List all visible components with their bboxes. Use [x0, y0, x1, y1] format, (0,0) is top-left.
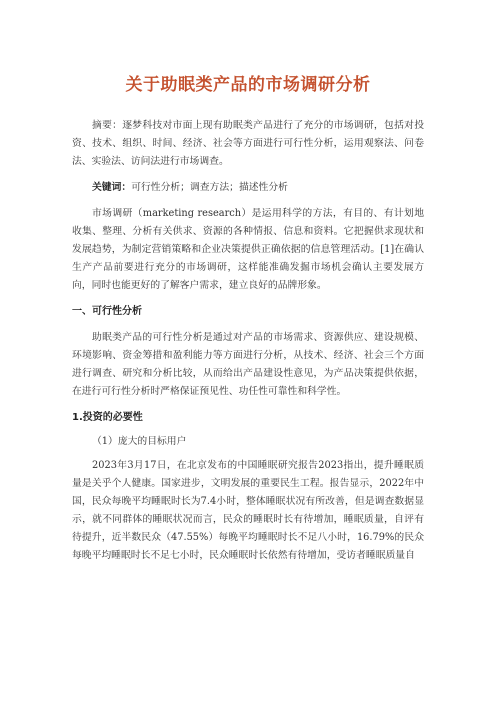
section-heading-feasibility: 一、可行性分析 [72, 306, 142, 317]
item-heading-target-users: （1）庞大的目标用户 [92, 436, 187, 447]
document-title: 关于助眠类产品的市场调研分析 [125, 75, 371, 95]
keywords-text: 可行性分析；调查方法；描述性分析 [131, 182, 288, 193]
keywords-line [72, 179, 424, 197]
keywords-label: 关键词： [92, 182, 132, 193]
abstract-paragraph: 摘要：逐梦科技对市面上现有助眠类产品进行了充分的市场调研，包括对投资、技术、组织、时间、经济、社会等方面进行可行性分析，运用观察法、问卷法、实验法、访问法进行市场调查。 [72, 120, 424, 167]
feasibility-paragraph: 助眠类产品的可行性分析是通过对产品的市场需求、资源供应、建设规模、环境影响、资金筹措和盈利能力等方面进行分析，从技术、经济、社会三个方面进行调查、研究和分析比较，从而给出产品建设性意见，为产品决策提供依据，在进行可行性分析时严格保证预见性、功任性可靠性和科学性。 [72, 332, 424, 397]
target-users-paragraph: 2023年3月17日，在北京发布的中国睡眠研究报告2023指出，提升睡眠质量是关乎个人健康。国家进步，文明发展的重要民生工程。报告显示，2022年中国，民众每晚平均睡眠时长为7.4小时，整体睡眠状况有所改善，但是调查数据显示，就不同群体的睡眠状况而言，民众的睡眠时长有待增加，睡眠质量，自评有待提升，近半数民众（47.55%）每晚平均睡眠时长不足八小时，16.79%的民众每晚平均睡眠时长不足七小时，民众睡眠时长依然有待增加，受访者睡眠质量自 [72, 460, 424, 561]
subsection-heading-investment: 1.投资的必要性 [72, 412, 143, 423]
intro-paragraph: 市场调研（marketing research）是运用科学的方法，有目的、有计划地收集、整理、分析有关供求、资源的各种情报、信息和资料。它把握供求现状和发展趋势，为制定营销策略和企业决策提供正确依据的信息管理活动。[1]在确认生产产品前要进行充分的市场调研，这样能准确发掘市场机会确认主要发展方向，同时也能更好的了解客户需求，建立良好的品牌形象。 [72, 208, 424, 291]
